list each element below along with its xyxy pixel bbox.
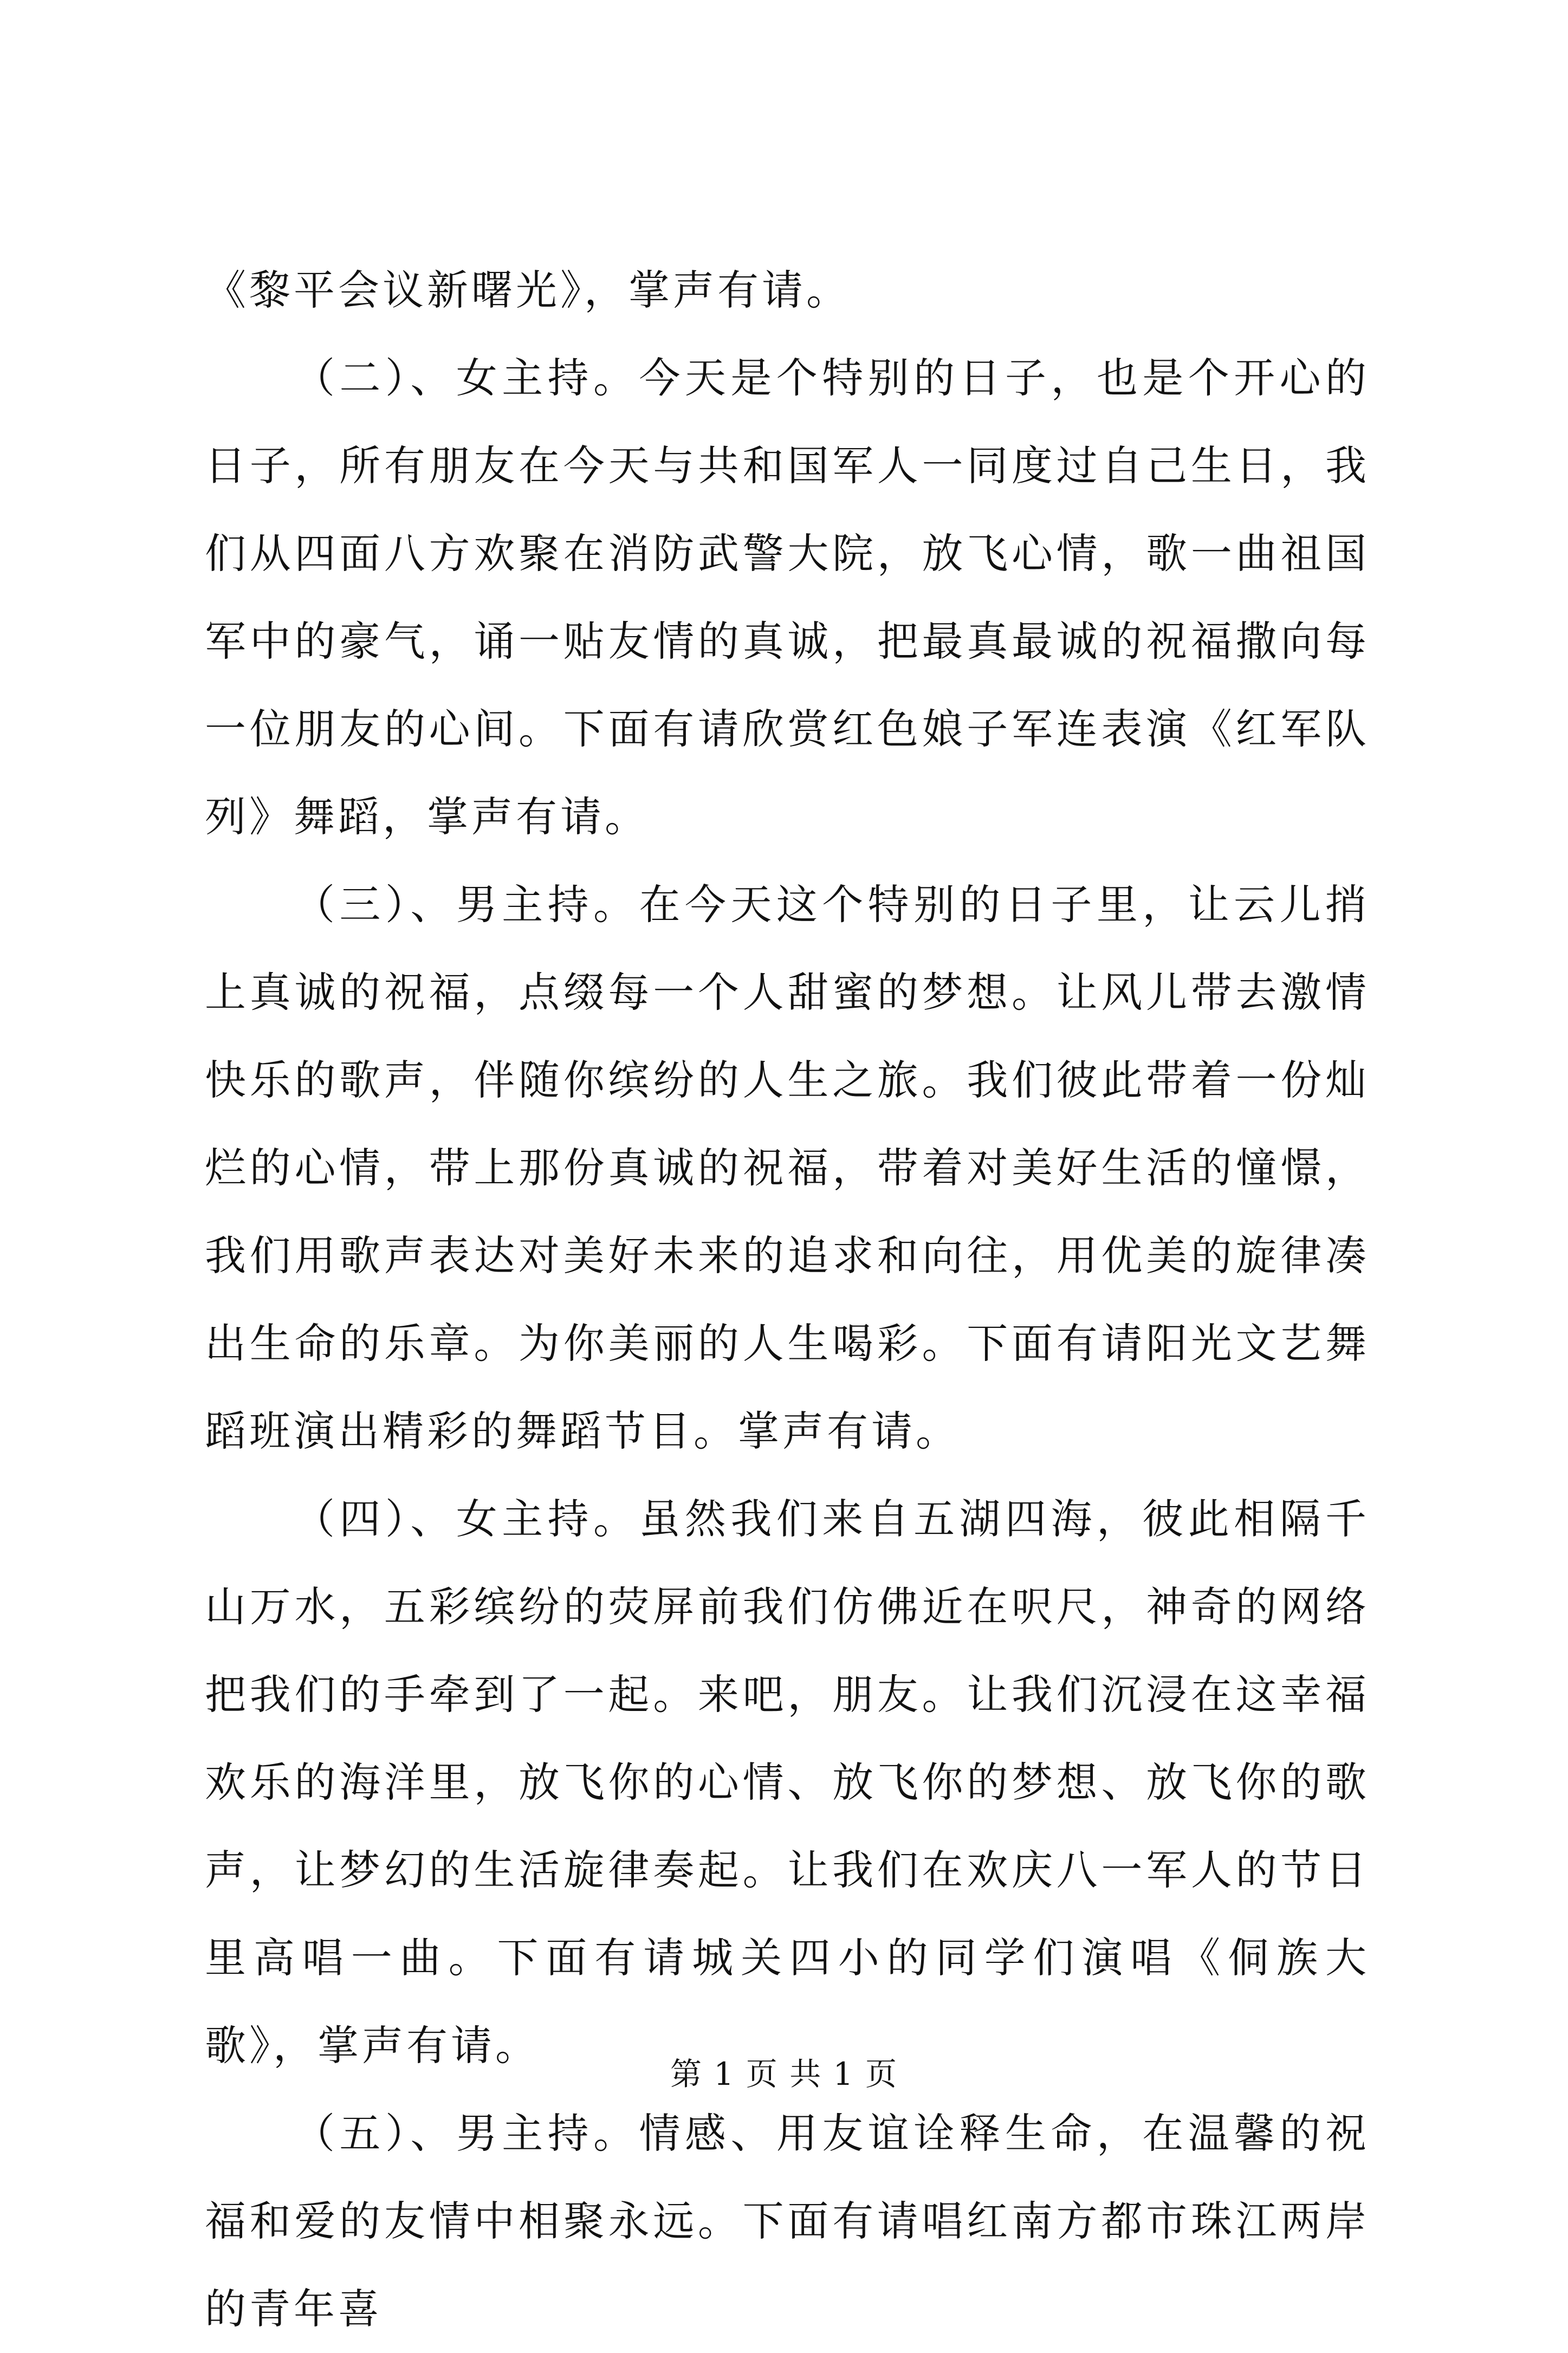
document-body	[205, 247, 1370, 2353]
paragraph-section-2: （二）、女主持。今天是个特别的日子，也是个开心的日子，所有朋友在今天与共和国军人一同度过自己生日，我们从四面八方欢聚在消防武警大院，放飞心情，歌一曲祖国军中的豪气，诵一贴友情的真诚，把最真最诚的祝福撒向每一位朋友的心间。下面有请欣赏红色娘子军连表演《红军队列》舞蹈，掌声有请。	[205, 354, 1370, 841]
paragraph-section-5: （五）、男主持。情感、用友谊诠释生命，在温馨的祝福和爱的友情中相聚永远。下面有请唱红南方都市珠江两岸的青年喜	[205, 2109, 1370, 2333]
paragraph-continuation: 《黎平会议新曙光》，掌声有请。	[205, 266, 851, 314]
paragraph-section-3: （三）、男主持。在今天这个特别的日子里，让云儿捎上真诚的祝福，点缀每一个人甜蜜的梦想。让风儿带去激情快乐的歌声，伴随你缤纷的人生之旅。我们彼此带着一份灿烂的心情，带上那份真诚的祝福，带着对美好生活的憧憬，我们用歌声表达对美好未来的追求和向往，用优美的旋律凑出生命的乐章。为你美丽的人生喝彩。下面有请阳光文艺舞蹈班演出精彩的舞蹈节目。掌声有请。	[205, 880, 1370, 1455]
paragraph-section-4: （四）、女主持。虽然我们来自五湖四海，彼此相隔千山万水，五彩缤纷的荧屏前我们仿佛近在呎尺，神奇的网络把我们的手牵到了一起。来吧，朋友。让我们沉浸在这幸福欢乐的海洋里，放飞你的心情、放飞你的梦想、放飞你的歌声，让梦幻的生活旋律奏起。让我们在欢庆八一军人的节日里高唱一曲。下面有请城关四小的同学们演唱《侗族大歌》，掌声有请。	[205, 1495, 1370, 2070]
page-footer: 第 1 页 共 1 页	[670, 2056, 898, 2092]
